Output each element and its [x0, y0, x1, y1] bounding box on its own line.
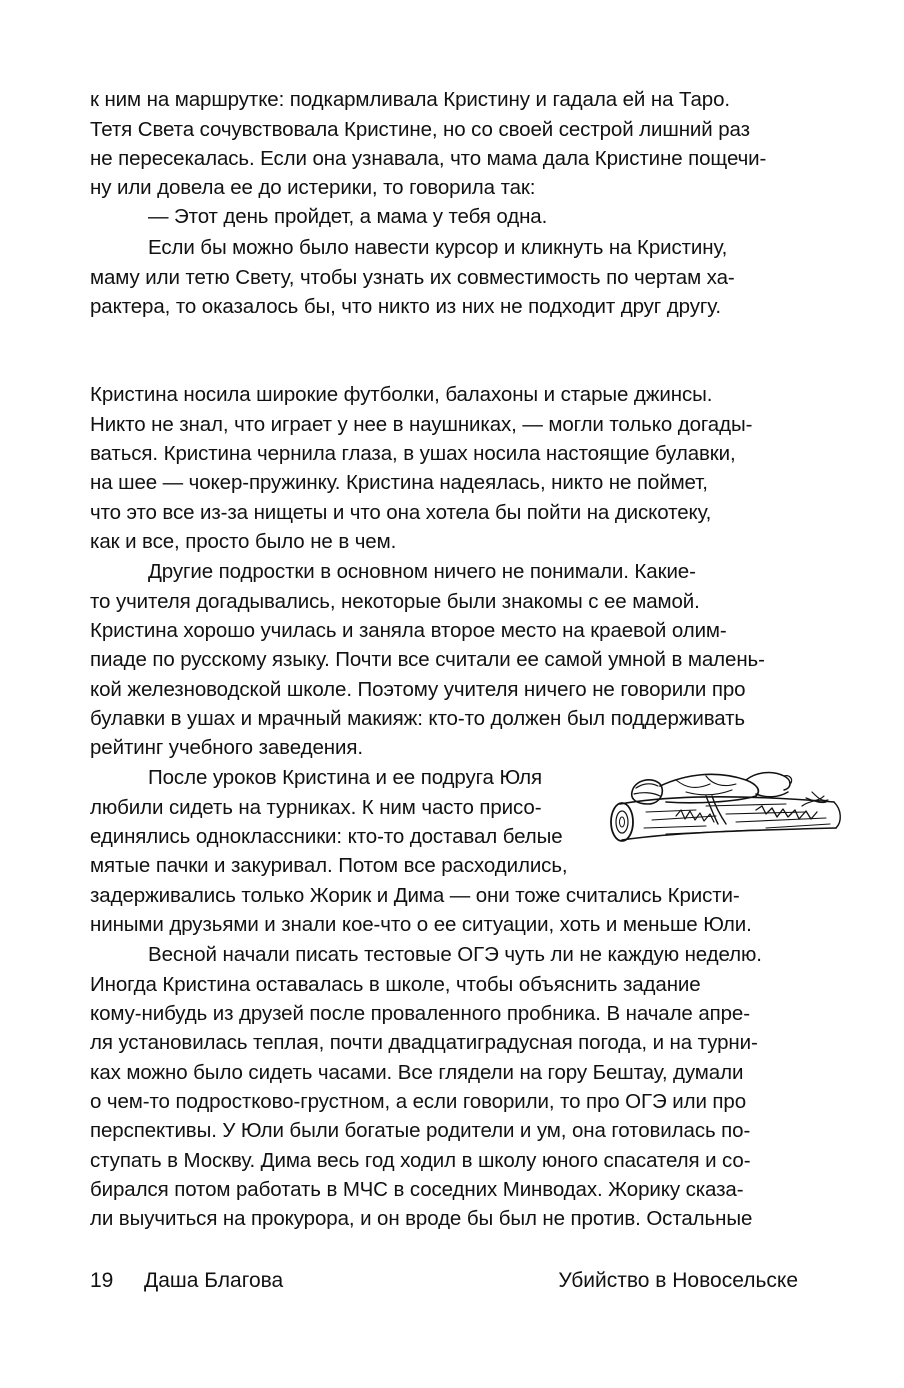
text-line: кой железноводской школе. Поэтому учителя ничего не говорили про [90, 678, 746, 701]
text-line: Если бы можно было навести курсор и кликнуть на Кристину, [148, 236, 728, 259]
text-line: о чем-то подростково-грустном, а если говорили, то про ОГЭ или про [90, 1090, 747, 1113]
sketch-person-lying-on-log-icon [606, 766, 844, 850]
page-number: 19 [90, 1269, 114, 1292]
text-line: ступать в Москву. Дима весь год ходил в школу юного спасателя и со- [90, 1149, 751, 1172]
text-line: Другие подростки в основном ничего не понимали. Какие- [148, 560, 696, 583]
text-line: задерживались только Жорик и Дима — они тоже считались Кристи- [90, 884, 740, 907]
text-line: Тетя Света сочувствовала Кристине, но со своей сестрой лишний раз [90, 118, 750, 141]
text-line: Кристина хорошо училась и заняла второе место на краевой олим- [90, 619, 727, 642]
text-line: ваться. Кристина чернила глаза, в ушах носила настоящие булавки, [90, 442, 736, 465]
text-line: ках можно было сидеть часами. Все глядели на гору Бештау, думали [90, 1061, 744, 1084]
text-line: ниными друзьями и знали кое-что о ее ситуации, хоть и меньше Юли. [90, 913, 752, 936]
text-line: рактера, то оказалось бы, что никто из них не подходит друг другу. [90, 295, 721, 318]
text-line: то учителя догадывались, некоторые были знакомы с ее мамой. [90, 590, 700, 613]
text-line: маму или тетю Свету, чтобы узнать их совместимость по чертам ха- [90, 266, 735, 289]
text-line: пиаде по русскому языку. Почти все считали ее самой умной в малень- [90, 648, 765, 671]
text-line: кому-нибудь из друзей после проваленного пробника. В начале апре- [90, 1002, 750, 1025]
text-line: рейтинг учебного заведения. [90, 736, 363, 759]
text-line: ля установилась теплая, почти двадцатиградусная погода, и на турни- [90, 1031, 758, 1054]
text-line: Кристина носила широкие футболки, балахоны и старые джинсы. [90, 383, 713, 406]
text-line: После уроков Кристина и ее подруга Юля [148, 766, 543, 789]
text-line: Никто не знал, что играет у нее в наушниках, — могли только догады- [90, 413, 753, 436]
text-line: бирался потом работать в МЧС в соседних Минводах. Жорику сказа- [90, 1178, 744, 1201]
text-line: мятые пачки и закуривал. Потом все расходились, [90, 854, 568, 877]
text-line: булавки в ушах и мрачный макияж: кто-то должен был поддерживать [90, 707, 745, 730]
text-line: Весной начали писать тестовые ОГЭ чуть ли не каждую неделю. [148, 943, 762, 966]
text-line: единялись одноклассники: кто-то доставал белые [90, 825, 563, 848]
text-line: ну или довела ее до истерики, то говорила так: [90, 176, 536, 199]
text-line: что это все из-за нищеты и что она хотела бы пойти на дискотеку, [90, 501, 712, 524]
text-line: Иногда Кристина оставалась в школе, чтобы объяснить задание [90, 973, 701, 996]
text-line: — Этот день пройдет, а мама у тебя одна. [148, 205, 548, 228]
text-line: перспективы. У Юли были богатые родители и ум, она готовилась по- [90, 1119, 751, 1142]
text-line: к ним на маршрутке: подкармливала Кристину и гадала ей на Таро. [90, 88, 730, 111]
text-line: на шее — чокер-пружинку. Кристина надеялась, никто не поймет, [90, 471, 708, 494]
text-line: как и все, просто было не в чем. [90, 530, 397, 553]
text-line: не пересекалась. Если она узнавала, что мама дала Кристине пощечи- [90, 147, 767, 170]
text-line: ли выучиться на прокурора, и он вроде бы был не против. Остальные [90, 1207, 753, 1230]
book-title: Убийство в Новосельске [558, 1269, 798, 1292]
author-name: Даша Благова [144, 1269, 284, 1292]
text-line: любили сидеть на турниках. К ним часто присо- [90, 796, 542, 819]
